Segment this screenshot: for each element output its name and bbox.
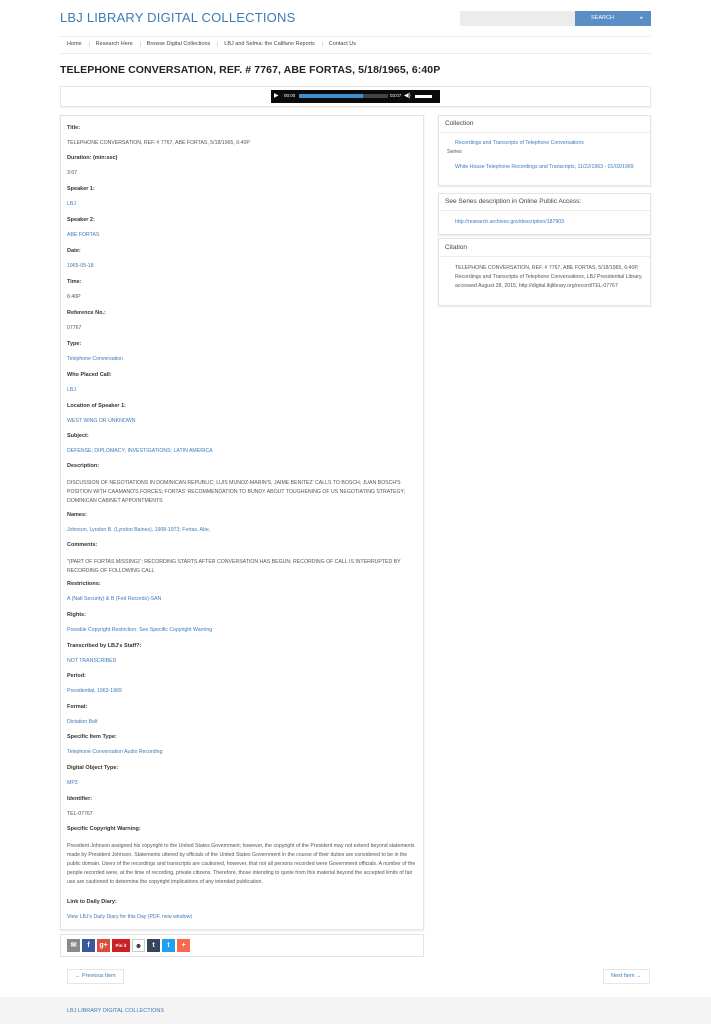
- metadata-field: [67, 186, 417, 209]
- field-label: Names:: [67, 512, 87, 518]
- field-label: Digital Object Type:: [67, 765, 119, 771]
- field-label: Specific Item Type:: [67, 734, 117, 740]
- page-title: TELEPHONE CONVERSATION, REF. # 7767, ABE FORTAS, 5/18/1965, 6:40P: [60, 64, 441, 76]
- metadata-field: [67, 248, 417, 271]
- metadata-field: [67, 542, 417, 576]
- tumblr-icon[interactable]: t: [147, 939, 160, 952]
- field-value[interactable]: LBJ: [67, 387, 76, 393]
- site-header: [0, 0, 711, 36]
- series-description-link[interactable]: http://research.archives.gov/description/187903: [455, 219, 565, 225]
- field-label: Duration: (min:sec): [67, 155, 118, 161]
- field-label: Rights:: [67, 612, 86, 618]
- metadata-field: [67, 463, 417, 506]
- field-label: Transcribed by LBJ's Staff?:: [67, 643, 142, 649]
- field-label: Who Placed Call:: [67, 372, 112, 378]
- field-value[interactable]: LBJ: [67, 201, 76, 207]
- field-value: TELEPHONE CONVERSATION, REF. # 7767, ABE FORTAS, 5/18/1965, 6:40P: [67, 140, 250, 146]
- search-button[interactable]: [575, 11, 651, 26]
- citation-heading: Citation: [445, 244, 468, 251]
- metadata-field: [67, 643, 417, 666]
- metadata-field: [67, 433, 417, 456]
- footer-title[interactable]: LBJ LIBRARY DIGITAL COLLECTIONS: [67, 1008, 164, 1014]
- field-value: TEL-07767: [67, 811, 93, 817]
- field-label: Speaker 2:: [67, 217, 95, 223]
- progress-bar[interactable]: [299, 94, 388, 98]
- nav-contact-us[interactable]: Contact Us: [322, 37, 363, 52]
- divider: [439, 210, 650, 211]
- metadata-field: [67, 310, 417, 333]
- field-label: Title:: [67, 125, 81, 131]
- field-label: Period:: [67, 673, 86, 679]
- field-value[interactable]: 1965-05-18: [67, 263, 94, 269]
- metadata-field: [67, 125, 417, 148]
- nav-browse-collections[interactable]: Browse Digital Collections: [140, 37, 218, 52]
- google-plus-icon[interactable]: g+: [97, 939, 110, 952]
- field-label: Location of Speaker 1:: [67, 403, 126, 409]
- field-label: Speaker 1:: [67, 186, 95, 192]
- metadata-field: [67, 612, 417, 635]
- metadata-field: [67, 372, 417, 395]
- nav-califano-reports[interactable]: LBJ and Selma: the Califano Reports: [217, 37, 322, 52]
- field-label: Subject:: [67, 433, 89, 439]
- field-value[interactable]: ABE FORTAS: [67, 232, 100, 238]
- site-title[interactable]: LBJ LIBRARY DIGITAL COLLECTIONS: [60, 10, 296, 25]
- field-value[interactable]: Dictation Belt: [67, 719, 98, 725]
- metadata-field: [67, 403, 417, 426]
- field-label: Link to Daily Diary:: [67, 899, 117, 905]
- field-value[interactable]: DEFENSE; DIPLOMACY; INVESTIGATIONS; LATIN AMERICA: [67, 448, 213, 454]
- collection-link[interactable]: Recordings and Transcripts of Telephone Conversations: [455, 140, 584, 146]
- field-value[interactable]: Telephone Conversation Audio Recording: [67, 749, 163, 755]
- progress-fill: [299, 94, 363, 98]
- metadata-field: [67, 704, 417, 727]
- twitter-icon[interactable]: t: [162, 939, 175, 952]
- metadata-field: [67, 673, 417, 696]
- search-input[interactable]: [460, 11, 575, 26]
- volume-icon[interactable]: ◀): [404, 93, 411, 99]
- arrow-right-icon: ▸: [640, 15, 643, 21]
- field-value: 6:40P: [67, 294, 81, 300]
- metadata-field: [67, 217, 417, 240]
- field-value: 3:07: [67, 170, 78, 176]
- field-value[interactable]: Presidential, 1963-1969: [67, 688, 122, 694]
- metadata-field: [67, 765, 417, 788]
- audio-player: [271, 90, 440, 103]
- series-link[interactable]: White House Telephone Recordings and Transcripts, 11/22/1963 - 01/03/1969: [455, 164, 634, 170]
- search-button-label: SEARCH: [591, 15, 614, 21]
- field-label: Time:: [67, 279, 82, 285]
- nav-home[interactable]: Home: [67, 41, 82, 47]
- field-label: Specific Copyright Warning:: [67, 826, 141, 832]
- next-item-button[interactable]: Next Item →: [603, 969, 650, 984]
- field-label: Identifier:: [67, 796, 93, 802]
- field-value[interactable]: Johnson, Lyndon B. (Lyndon Baines), 1908-1973; Fortas, Abe,: [67, 527, 211, 533]
- duration-time: 03:07: [390, 93, 402, 98]
- field-value: "(PART OF FORTAS MISSING)"; RECORDING STARTS AFTER CONVERSATION HAS BEGUN; RECORDING OF CALL IS INTERRUPTED BY RECORDING OF FOLLOWING CALL: [67, 559, 401, 574]
- facebook-icon[interactable]: f: [82, 939, 95, 952]
- volume-slider[interactable]: [415, 95, 432, 98]
- field-value: DISCUSSION OF NEGOTIATIONS IN DOMINICAN REPUBLIC; LUIS MUNOZ-MARIN'S, JAIME BENITEZ' CALLS TO BOSCH; JUAN BOSCH'S POSITION WITH CAAMANO'S FORCES; FORTAS' RECOMMENDATION TO BUNDY ABOUT TOUGHENING OF US NEGOTIATING STRATEGY; DOMINICAN CABINET APPOINTMENTS: [67, 480, 406, 504]
- metadata-field: [67, 512, 417, 535]
- divider: [439, 132, 650, 133]
- previous-item-button[interactable]: ← Previous Item: [67, 969, 124, 984]
- field-value: President Johnson assigned his copyright to the United States Government; however, the copyright of the President may not extend beyond statements made by President Johnson. Statements uttered by officials of the United States Government in the course of their duties are considered to be in the public domain. Users of the recordings and transcripts are cautioned, however, that not all persons recorded were Government officials. A number of the people recorded were, at the time of recording, private citizens. Therefore, those intending to quote from this material beyond the accepted limits of fair use are cautioned to determine the copyright implications of any intended publication.: [67, 843, 416, 885]
- citation-text: TELEPHONE CONVERSATION, REF. # 7767, ABE FORTAS, 5/18/1965, 6:40P, Recordings and Transcripts of Telephone Conversations, LBJ Presidential Library, accessed August 28, 2015, http://digital.lbjlibrary.org/record/TEL-07767: [455, 265, 643, 289]
- field-value[interactable]: WEST WING OR UNKNOWN: [67, 418, 136, 424]
- pinterest-icon[interactable]: Pin it: [112, 939, 130, 952]
- field-label: Format:: [67, 704, 88, 710]
- nav-research-here[interactable]: Research Here: [89, 37, 140, 52]
- field-value[interactable]: A (Natl Security) & B (Fed Records)-SAN: [67, 596, 162, 602]
- field-label: Date:: [67, 248, 81, 254]
- email-icon[interactable]: ✉: [67, 939, 80, 952]
- metadata-field: [67, 826, 417, 887]
- field-value[interactable]: MP3: [67, 780, 78, 786]
- divider: [60, 53, 651, 54]
- series-description-heading: See Series description in Online Public Access:: [445, 198, 582, 205]
- metadata-field: [67, 341, 417, 364]
- divider: [439, 256, 650, 257]
- reddit-icon[interactable]: ☻: [132, 939, 145, 952]
- metadata-field: [67, 581, 417, 604]
- field-label: Reference No.:: [67, 310, 106, 316]
- metadata-field: [67, 734, 417, 757]
- field-value[interactable]: Possible Copyright Restriction: See Specific Copyright Warning: [67, 627, 213, 633]
- play-icon[interactable]: ▶: [274, 93, 279, 99]
- field-label: Description:: [67, 463, 100, 469]
- field-value[interactable]: View LBJ's Daily Diary for this Day (PDF, new window): [67, 914, 193, 920]
- field-label: Type:: [67, 341, 82, 347]
- metadata-field: [67, 796, 417, 819]
- collection-heading: Collection: [445, 120, 474, 127]
- field-value[interactable]: Telephone Conversation: [67, 356, 123, 362]
- metadata-field: [67, 899, 417, 922]
- field-value[interactable]: NOT TRANSCRIBED: [67, 658, 117, 664]
- series-label: Series: [447, 149, 462, 155]
- main-nav: [60, 37, 363, 52]
- current-time: 00:00: [284, 93, 296, 98]
- share-bar: [67, 939, 192, 952]
- metadata-field: [67, 155, 417, 178]
- field-value: 07767: [67, 325, 82, 331]
- metadata-field: [67, 279, 417, 302]
- field-label: Restrictions:: [67, 581, 101, 587]
- addthis-icon[interactable]: +: [177, 939, 190, 952]
- field-label: Comments:: [67, 542, 98, 548]
